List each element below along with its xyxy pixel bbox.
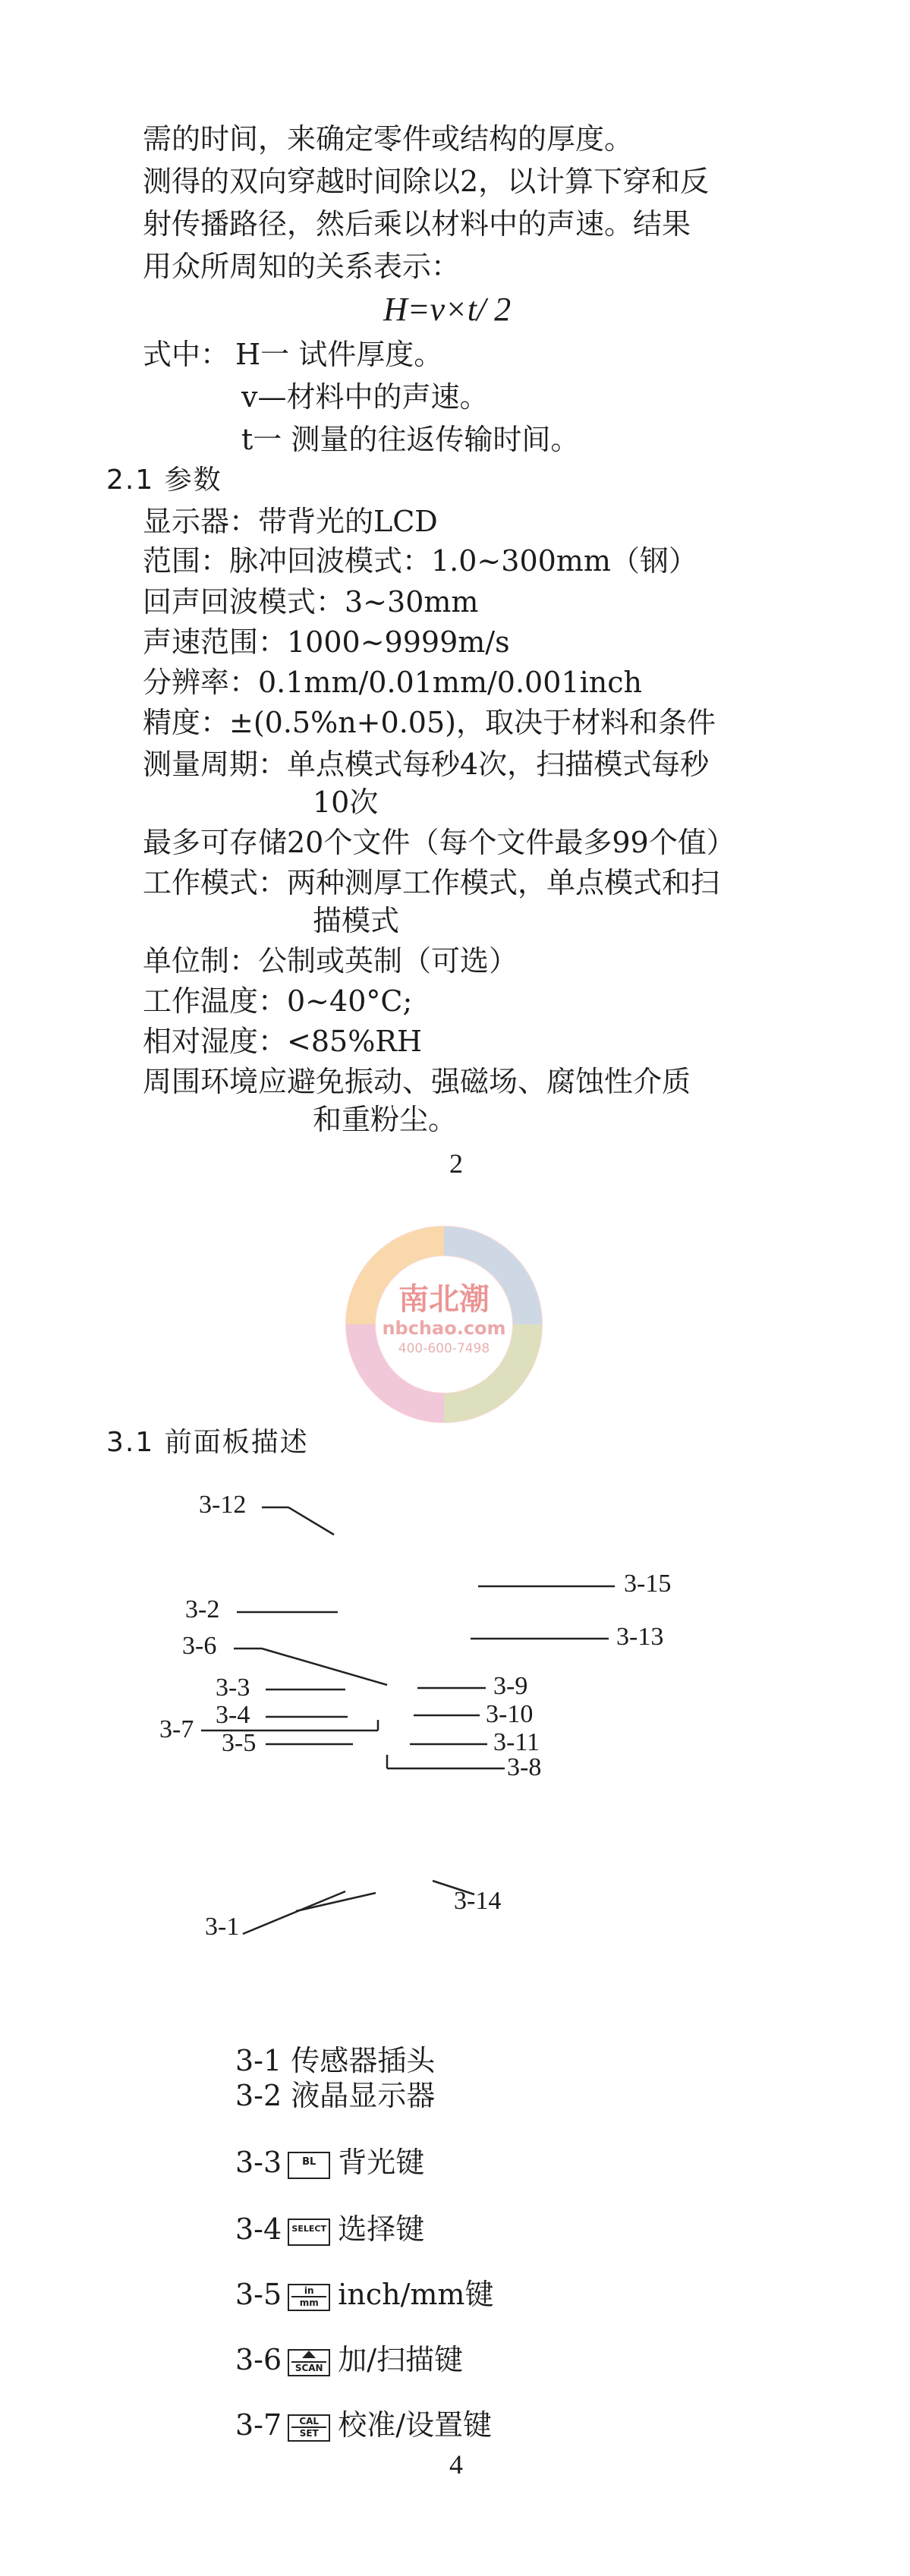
callout-3-6-diag xyxy=(262,1649,387,1685)
thickness-formula: H=v×t/ 2 xyxy=(383,291,512,328)
callout-3-1-line xyxy=(243,1891,345,1934)
where-v: v—材料中的声速。 xyxy=(241,380,489,414)
callout-label-3-12: 3-12 xyxy=(199,1491,247,1519)
callout-label-3-4: 3-4 xyxy=(216,1701,250,1729)
legend-item-unit xyxy=(235,2277,493,2312)
callout-label-3-14: 3-14 xyxy=(454,1887,502,1915)
legend-num: 3-6 xyxy=(235,2343,282,2376)
scan-key-icon: SCAN xyxy=(288,2349,330,2376)
watermark-phone: 400-600-7498 xyxy=(398,1341,490,1356)
param-item: 精度：±(0.5%n+0.05)，取决于材料和条件 xyxy=(143,706,716,739)
intro-line-3: 射传播路径，然后乘以材料中的声速。结果 xyxy=(143,207,691,241)
page-number-top: 2 xyxy=(449,1148,463,1179)
callout-label-3-6: 3-6 xyxy=(182,1632,217,1660)
legend-num: 3-4 xyxy=(235,2212,282,2246)
param-item: 10次 xyxy=(313,786,379,819)
callout-3-12-diag xyxy=(288,1507,334,1535)
where-h: H一 试件厚度。 xyxy=(235,338,443,371)
legend-item-backlight xyxy=(235,2145,424,2180)
param-item: 周围环境应避免振动、强磁场、腐蚀性介质 xyxy=(143,1065,691,1098)
legend-text: 背光键 xyxy=(338,2146,425,2179)
legend-item-sensor-plug: 3-1 传感器插头 xyxy=(235,2044,436,2077)
cal-set-key-icon: CAL SET xyxy=(288,2414,330,2442)
where-prefix: 式中： xyxy=(143,338,230,371)
front-panel-callouts xyxy=(0,1457,910,1943)
callout-label-3-7: 3-7 xyxy=(159,1715,194,1743)
callout-label-3-9: 3-9 xyxy=(493,1672,528,1700)
callout-label-3-2: 3-2 xyxy=(185,1595,220,1623)
param-item: 测量周期：单点模式每秒4次，扫描模式每秒 xyxy=(143,748,710,781)
param-item: 工作模式：两种测厚工作模式，单点模式和扫 xyxy=(143,866,720,899)
param-item: 单位制：公制或英制（可选） xyxy=(143,944,518,978)
param-item: 相对湿度：<85%RH xyxy=(143,1025,423,1058)
intro-line-1: 需的时间，来确定零件或结构的厚度。 xyxy=(143,122,634,156)
backlight-key-icon: BL xyxy=(288,2152,330,2179)
legend-text: 加/扫描键 xyxy=(338,2343,464,2376)
legend-item-calibrate xyxy=(235,2408,492,2442)
param-item: 工作温度：0~40°C; xyxy=(143,984,413,1018)
intro-line-4: 用众所周知的关系表示： xyxy=(143,250,461,283)
legend-item-scan xyxy=(235,2342,463,2377)
param-item: 最多可存储20个文件（每个文件最多99个值） xyxy=(143,826,735,859)
watermark-logo xyxy=(304,1214,584,1434)
param-item: 描模式 xyxy=(313,904,400,937)
legend-num: 3-5 xyxy=(235,2278,282,2311)
callout-label-3-1: 3-1 xyxy=(205,1913,240,1941)
up-arrow-icon xyxy=(302,2351,316,2358)
param-item: 和重粉尘。 xyxy=(313,1103,458,1136)
param-item: 回声回波模式：3~30mm xyxy=(143,585,479,619)
legend-text: 校准/设置键 xyxy=(338,2408,493,2442)
param-item: 分辨率：0.1mm/0.01mm/0.001inch xyxy=(143,666,642,699)
intro-line-2: 测得的双向穿越时间除以2，以计算下穿和反 xyxy=(143,165,710,198)
param-item: 声速范围：1000~9999m/s xyxy=(143,625,510,659)
legend-text: inch/mm键 xyxy=(338,2278,494,2311)
front-panel-heading: 3.1 前面板描述 xyxy=(106,1427,309,1458)
callout-label-3-8: 3-8 xyxy=(507,1753,542,1781)
callout-label-3-10: 3-10 xyxy=(486,1700,534,1728)
params-heading: 2.1 参数 xyxy=(106,464,222,496)
callout-label-3-5: 3-5 xyxy=(222,1729,257,1757)
legend-item-select xyxy=(235,2212,424,2247)
page-number-bottom: 4 xyxy=(449,2449,463,2480)
callout-label-3-13: 3-13 xyxy=(616,1623,664,1651)
legend-num: 3-7 xyxy=(235,2408,282,2442)
callout-label-3-3: 3-3 xyxy=(216,1674,250,1702)
watermark-site: nbchao.com xyxy=(382,1318,506,1339)
legend-num: 3-3 xyxy=(235,2146,282,2179)
callout-label-3-15: 3-15 xyxy=(624,1570,672,1598)
param-item: 范围：脉冲回波模式：1.0~300mm（钢） xyxy=(143,544,697,578)
callout-label-3-11: 3-11 xyxy=(493,1728,540,1756)
legend-item-lcd: 3-2 液晶显示器 xyxy=(235,2079,436,2112)
inch-mm-key-icon: $\frac{in}{mm}$ xyxy=(288,2284,330,2311)
legend-text: 选择键 xyxy=(338,2212,425,2246)
watermark-brand: 南北潮 xyxy=(398,1282,490,1317)
param-item: 显示器：带背光的LCD xyxy=(143,505,438,538)
where-t: t一 测量的往返传输时间。 xyxy=(241,423,580,456)
select-key-icon: SELECT xyxy=(288,2219,330,2246)
